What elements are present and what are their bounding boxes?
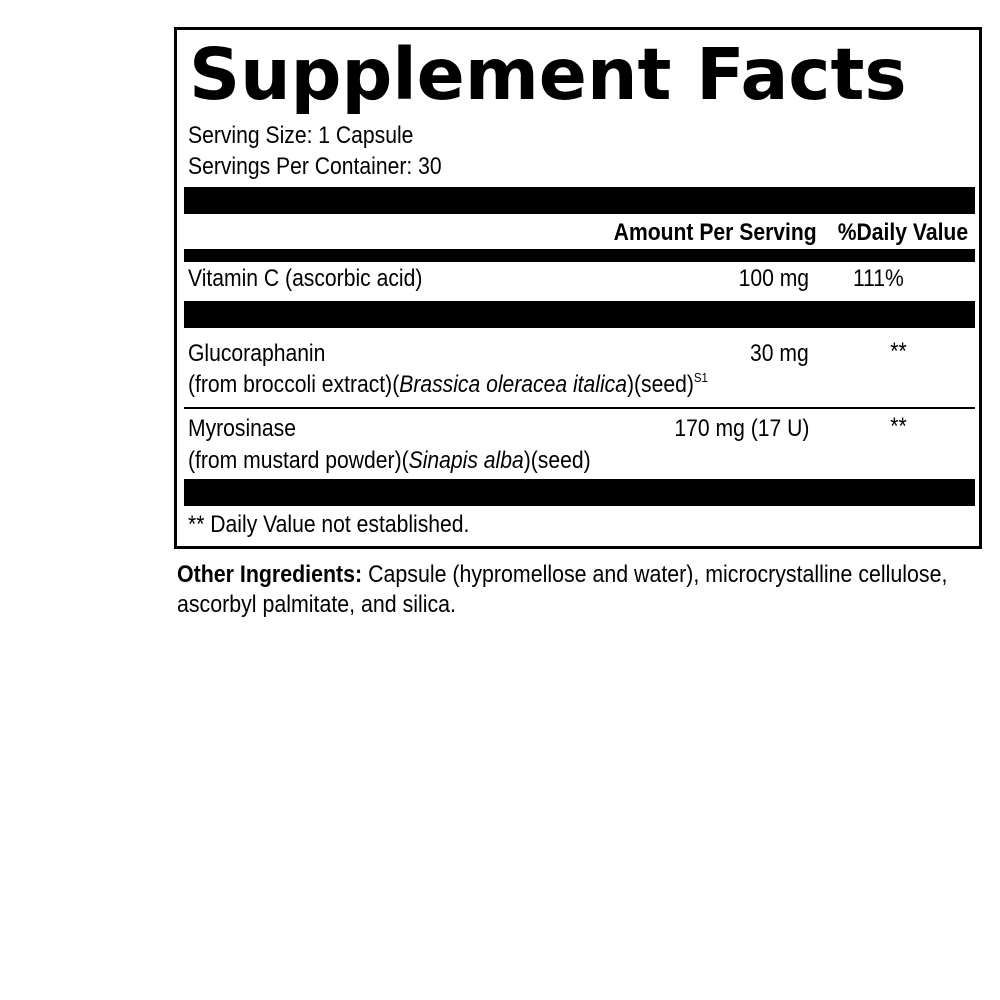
- source-suffix: )(seed): [523, 447, 591, 474]
- panel-title: Supplement Facts: [189, 33, 907, 116]
- source-prefix: (from mustard powder)(: [188, 447, 409, 474]
- nutrient-name: Glucoraphanin: [188, 340, 326, 367]
- thick-divider: [184, 479, 975, 506]
- nutrient-daily-value: **: [890, 338, 907, 365]
- source-suffix: )(seed): [626, 371, 694, 398]
- other-ingredients-text: Capsule (hypromellose and water), microcrystalline cellulose, ascorbyl palmitate, and silica.: [177, 561, 948, 618]
- nutrient-source: [188, 447, 591, 475]
- source-latin-name: Brassica oleracea italica: [399, 371, 627, 398]
- nutrient-amount: 100 mg: [738, 265, 809, 292]
- servings-per-container: Servings Per Container: 30: [188, 153, 442, 180]
- nutrient-source: [188, 371, 708, 399]
- thin-divider: [184, 407, 975, 409]
- nutrient-daily-value: **: [890, 413, 907, 440]
- nutrient-daily-value: 111%: [853, 265, 904, 292]
- thick-divider: [184, 301, 975, 328]
- nutrient-amount: 170 mg (17 U): [674, 415, 809, 442]
- nutrient-amount: 30 mg: [750, 340, 809, 367]
- other-ingredients-label: Other Ingredients:: [177, 561, 363, 588]
- amount-per-serving-header: Amount Per Serving: [613, 219, 817, 246]
- thick-divider: [184, 187, 975, 214]
- other-ingredients: [177, 560, 982, 620]
- nutrient-name: Vitamin C (ascorbic acid): [188, 265, 423, 292]
- nutrient-name: Myrosinase: [188, 415, 296, 442]
- footnote-marker: S1: [693, 370, 708, 385]
- medium-divider: [184, 249, 975, 262]
- supplement-facts-panel: [174, 27, 982, 549]
- footnote: ** Daily Value not established.: [188, 511, 470, 538]
- serving-size: Serving Size: 1 Capsule: [188, 122, 414, 149]
- source-prefix: (from broccoli extract)(: [188, 371, 400, 398]
- daily-value-header: %Daily Value: [837, 219, 968, 246]
- source-latin-name: Sinapis alba: [408, 447, 524, 474]
